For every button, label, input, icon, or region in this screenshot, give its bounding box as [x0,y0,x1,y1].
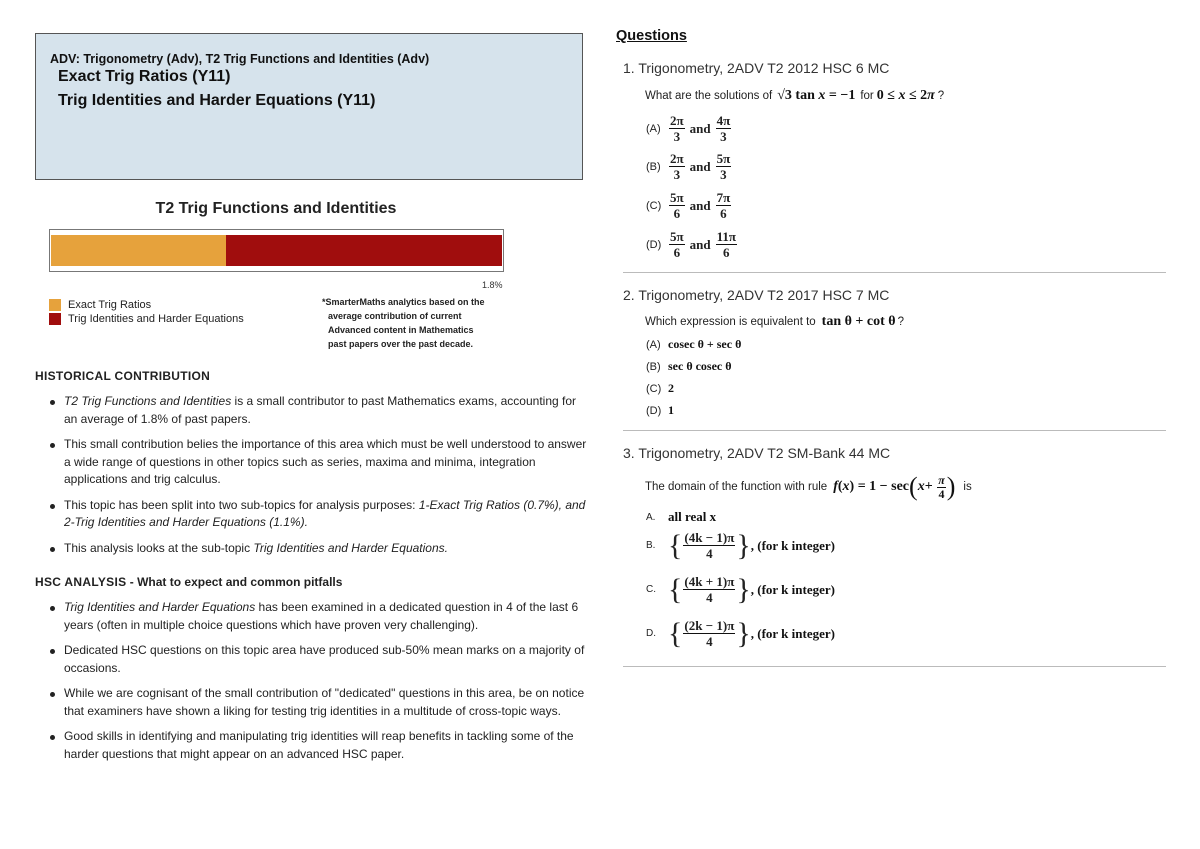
question-2-prompt [645,314,904,330]
domain: 0 ≤ x ≤ 2π [876,88,935,103]
fraction [716,151,732,182]
left-brace: { [668,572,683,606]
option-label: (A) [646,338,661,351]
option-suffix: , (for k integer) [750,537,835,553]
prompt-text: ? [897,316,904,328]
question-3-option-a[interactable] [646,509,716,525]
list-item [35,685,590,720]
option-label: (D) [646,404,662,417]
function-rule: f ( x ) = 1 − sec ( x + $\frac{\pi}{4}$ ) [833,472,956,501]
denominator: 4 [706,590,713,605]
chart-title: T2 Trig Functions and Identities [155,200,397,217]
question-3-prompt [645,472,972,502]
option-label: (A) [646,122,661,135]
bullet-italic: 1-Exact Trig Ratios (0.7%), and 2-Trig Identities and Harder Equations (1.1%). [64,497,586,529]
stacked-bar-chart [49,229,504,272]
bullet-text: This topic has been split into two sub-topics for analysis purposes: [64,497,419,512]
subtopic-title-1: Exact Trig Ratios (Y11) [58,68,231,85]
option-label: (D) [646,238,662,251]
legend-swatch [49,299,61,311]
hsc-analysis-heading [35,575,342,589]
fraction [669,229,685,260]
bar-segment-trig-identities [226,235,502,266]
question-1-option-d[interactable] [646,229,738,260]
question-1-option-a[interactable] [646,113,732,144]
bullet-text: While we are cognisant of the small contribution of "dedicated" questions in this area, be on notice that examiners have shown a liking for testing trig identities in a multitude of cross-topic ways. [64,686,585,718]
numerator: 5π [670,190,684,205]
denominator: 4 [706,546,713,561]
question-1-option-b[interactable] [646,151,732,182]
denominator: 6 [720,206,727,221]
option-value: sec θ cosec θ [668,359,732,373]
question-2-option-a[interactable] [646,337,741,352]
list-item [35,599,590,634]
question-2-option-c[interactable] [646,381,674,396]
footnote-line: *SmarterMaths analytics based on the [322,297,485,307]
bar-total-label: 1.8% [482,280,503,290]
hsc-bullets [35,599,590,771]
prompt-text: for [860,90,874,102]
questions-heading: Questions [616,28,687,44]
fraction [669,113,685,144]
question-1-prompt [645,88,944,104]
topic-header-box [35,33,583,180]
left-brace: { [668,616,683,650]
option-value: all real x [668,509,717,524]
historical-bullets [35,393,590,565]
fraction [683,618,735,649]
numerator: 2π [670,151,684,166]
option-label: (C) [646,199,662,212]
breadcrumb: ADV: Trigonometry (Adv), T2 Trig Functions and Identities (Adv) [50,52,430,66]
option-label: (B) [646,160,661,173]
numerator: 2π [670,113,684,128]
option-label: (C) [646,382,662,395]
fraction [683,530,735,561]
question-2-option-d[interactable] [646,403,674,418]
list-item [35,393,590,428]
question-3-title: 3. Trigonometry, 2ADV T2 SM-Bank 44 MC [623,445,891,461]
option-value: cosec θ + sec θ [668,337,742,351]
list-item [35,540,590,558]
option-label: D. [646,628,656,639]
option-value: 1 [668,403,674,417]
list-item [35,436,590,489]
expression: tan θ + cot θ [821,314,896,329]
numerator: (4k − 1)π [684,530,735,545]
prompt-text: ? [937,90,945,102]
denominator: 3 [673,167,681,182]
fraction [669,151,685,182]
question-2-title: 2. Trigonometry, 2ADV T2 2017 HSC 7 MC [623,287,890,303]
numerator: 5π [670,229,684,244]
footnote-line: average contribution of current [328,311,462,321]
fraction [716,190,732,221]
denominator: 3 [673,129,681,144]
denominator: 6 [723,245,730,260]
numerator: (2k − 1)π [684,618,735,633]
denominator: 3 [720,129,727,144]
bullet-italic: Trig Identities and Harder Equations [64,600,256,614]
subtopic-title-2: Trig Identities and Harder Equations (Y11) [58,92,376,109]
legend-item-trig-identities [49,313,244,325]
fraction [716,113,732,144]
prompt-text: is [963,481,972,493]
equation: √3 tan x = −1 [777,88,856,103]
bullet-italic: Trig Identities and Harder Equations. [253,540,448,555]
option-suffix: , (for k integer) [750,625,835,641]
question-1-title: 1. Trigonometry, 2ADV T2 2012 HSC 6 MC [623,60,890,76]
bullet-text: This small contribution belies the importance of this area which must be well understood to answer a wide range of questions in other topics such as series, maxima and minima, integration applications and trig calculus. [64,437,587,486]
prompt-text: The domain of the function with rule [645,481,828,493]
question-3-option-c[interactable] [646,574,835,605]
option-suffix: , (for k integer) [750,581,835,597]
numerator: (4k + 1)π [684,574,735,589]
and-word: and [689,120,711,136]
option-label: B. [646,540,656,551]
historical-heading: HISTORICAL CONTRIBUTION [35,369,211,383]
question-1-option-c[interactable] [646,190,732,221]
legend-swatch [49,313,61,325]
numerator: 4π [716,113,731,128]
chart-footnote [322,295,485,351]
bullet-text: is a small contributor to past Mathematics exams, accounting for an average of 1.8% of past papers. [64,394,577,426]
list-item [35,497,590,532]
option-label: A. [646,511,656,523]
right-brace: } [736,572,751,606]
legend-item-exact-trig-ratios [49,299,151,311]
question-divider [623,272,1166,273]
numerator: 5π [716,151,731,166]
question-divider [623,430,1166,431]
legend-label: Trig Identities and Harder Equations [68,313,244,325]
denominator: 6 [673,206,681,221]
bullet-text: Dedicated HSC questions on this topic area have produced sub-50% mean marks on a majority of occasions. [64,643,585,675]
legend-label: Exact Trig Ratios [68,299,152,311]
and-word: and [689,236,711,252]
denominator: 6 [673,245,681,260]
and-word: and [689,158,711,174]
bullet-text: Good skills in identifying and manipulating trig identities will reap benefits in tackling some of the harder questions that might appear on an advanced HSC paper. [64,729,574,761]
list-item [35,728,590,763]
left-brace: { [668,528,683,562]
numerator: 11π [716,229,736,244]
and-word: and [689,197,711,213]
numerator: 7π [716,190,731,205]
prompt-text: What are the solutions of [645,90,773,102]
fraction [716,229,737,260]
hsc-heading-rest: - What to expect and common pitfalls [126,575,343,589]
prompt-text: Which expression is equivalent to [645,316,816,328]
right-brace: } [736,616,751,650]
footnote-line: past papers over the past decade. [328,339,474,349]
bullet-text: This analysis looks at the sub-topic [64,540,254,555]
fraction [669,190,685,221]
option-value: 2 [668,381,674,395]
right-brace: } [736,528,751,562]
denominator: 4 [706,634,713,649]
footnote-line: Advanced content in Mathematics [328,325,474,335]
option-label: (B) [646,360,661,373]
question-3-option-b[interactable] [646,530,835,561]
bullet-text: has been examined in a dedicated question in 4 of the last 6 years (often in multiple choice questions which have proven very challenging). [64,600,579,632]
bullet-italic: T2 Trig Functions and Identities [64,394,232,408]
fraction [683,574,735,605]
hsc-heading-bold: HSC ANALYSIS [35,575,127,589]
denominator: 3 [720,167,727,182]
question-2-option-b[interactable] [646,359,732,374]
question-3-option-d[interactable] [646,618,835,649]
bar-segment-exact-trig-ratios [51,235,226,266]
option-label: C. [646,584,656,595]
question-divider [623,666,1166,667]
list-item [35,642,590,677]
